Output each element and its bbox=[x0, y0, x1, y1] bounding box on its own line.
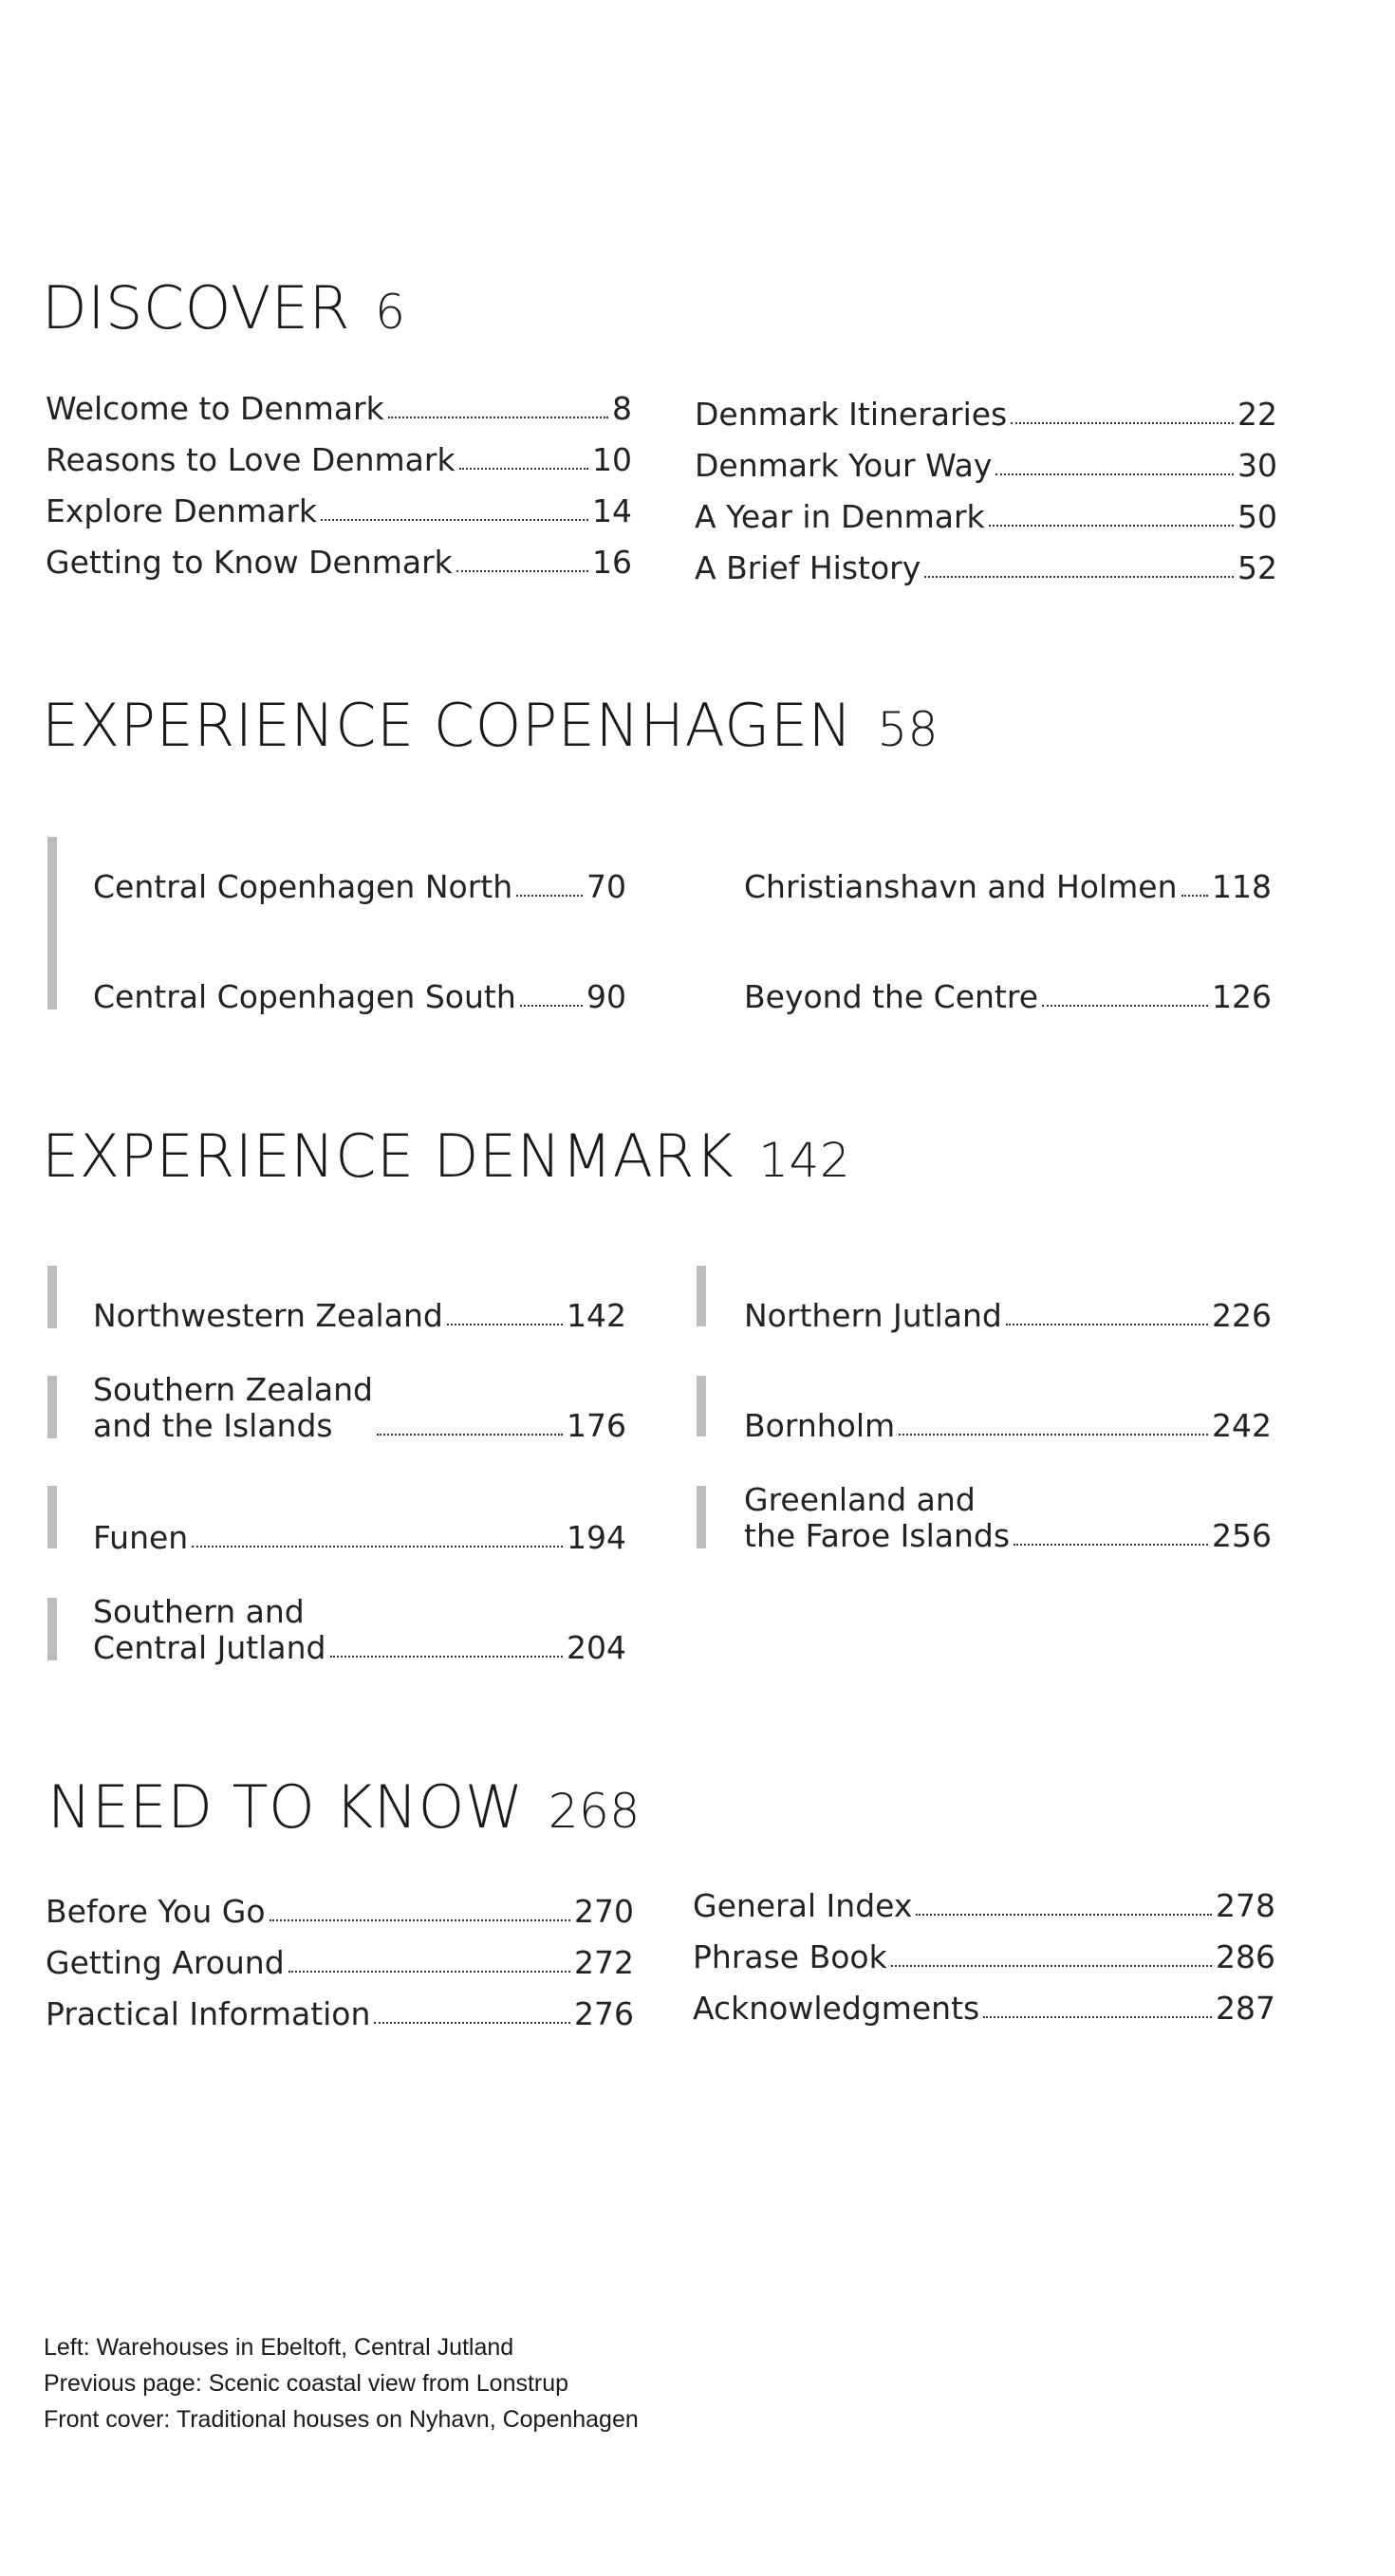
leader-dots bbox=[1014, 1544, 1208, 1546]
toc-label: A Year in Denmark bbox=[695, 498, 985, 535]
leader-dots bbox=[516, 895, 583, 897]
leader-dots bbox=[388, 417, 608, 418]
section-page: 142 bbox=[758, 1133, 851, 1188]
toc-entry[interactable] bbox=[744, 869, 1272, 905]
toc-page: 142 bbox=[567, 1297, 626, 1334]
region-color-bar bbox=[47, 1598, 57, 1660]
leader-dots bbox=[1181, 895, 1208, 897]
toc-label: Central Copenhagen North bbox=[93, 868, 513, 905]
region-color-bar bbox=[697, 1376, 706, 1436]
toc-page: 8 bbox=[612, 390, 632, 427]
region-color-bar bbox=[47, 1486, 57, 1548]
toc-label-line2: Central Jutland bbox=[93, 1629, 326, 1666]
section-page: 58 bbox=[877, 702, 939, 757]
toc-entry[interactable] bbox=[93, 869, 626, 905]
toc-page: 278 bbox=[1216, 1887, 1275, 1924]
toc-entry[interactable] bbox=[46, 1996, 634, 2032]
leader-dots bbox=[1011, 422, 1234, 424]
toc-page: 52 bbox=[1237, 549, 1277, 586]
toc-page: 50 bbox=[1237, 498, 1277, 535]
leader-dots bbox=[456, 570, 588, 572]
leader-dots bbox=[983, 2016, 1212, 2018]
toc-entry[interactable] bbox=[46, 442, 632, 478]
region-color-bar bbox=[47, 1376, 57, 1438]
toc-entry[interactable] bbox=[695, 499, 1277, 535]
toc-label: Acknowledgments bbox=[693, 1990, 980, 2027]
toc-label bbox=[744, 1482, 1010, 1554]
toc-label: Bornholm bbox=[744, 1407, 896, 1444]
toc-entry[interactable] bbox=[693, 1991, 1275, 2027]
toc-page: 118 bbox=[1212, 868, 1272, 905]
toc-page: 226 bbox=[1212, 1297, 1272, 1334]
toc-label: Northern Jutland bbox=[744, 1297, 1002, 1334]
region-color-bar bbox=[697, 1266, 706, 1326]
leader-dots bbox=[192, 1546, 563, 1547]
toc-page: 242 bbox=[1212, 1407, 1272, 1444]
section-heading-denmark bbox=[42, 1121, 850, 1191]
toc-label-line1: Southern and bbox=[93, 1593, 305, 1630]
toc-label: Central Copenhagen South bbox=[93, 978, 516, 1015]
toc-entry[interactable] bbox=[46, 1945, 634, 1981]
toc-entry[interactable] bbox=[93, 1298, 626, 1334]
toc-page: 194 bbox=[567, 1519, 626, 1556]
region-color-bar bbox=[697, 1486, 706, 1548]
toc-entry[interactable] bbox=[744, 1298, 1272, 1334]
leader-dots bbox=[899, 1434, 1208, 1436]
toc-label-line1: Greenland and bbox=[744, 1481, 976, 1518]
leader-dots bbox=[288, 1971, 570, 1973]
leader-dots bbox=[995, 473, 1234, 475]
toc-page: 14 bbox=[592, 492, 632, 529]
toc-label: Christianshavn and Holmen bbox=[744, 868, 1178, 905]
toc-page: 30 bbox=[1237, 447, 1277, 484]
leader-dots bbox=[924, 576, 1234, 578]
toc-label-line2: the Faroe Islands bbox=[744, 1517, 1011, 1554]
toc-entry[interactable] bbox=[744, 979, 1272, 1015]
toc-entry[interactable] bbox=[46, 545, 632, 581]
toc-page: 256 bbox=[1212, 1517, 1272, 1554]
toc-page: 22 bbox=[1237, 396, 1277, 433]
section-title: EXPERIENCE DENMARK bbox=[42, 1121, 735, 1191]
toc-label: Funen bbox=[93, 1519, 189, 1556]
toc-label: General Index bbox=[693, 1887, 913, 1924]
toc-entry[interactable] bbox=[744, 1408, 1272, 1444]
leader-dots bbox=[1006, 1324, 1208, 1325]
toc-label bbox=[93, 1594, 326, 1666]
toc-page: 176 bbox=[567, 1407, 626, 1444]
toc-label: Northwestern Zealand bbox=[93, 1297, 443, 1334]
toc-label: Getting Around bbox=[46, 1944, 285, 1981]
toc-label: Phrase Book bbox=[693, 1938, 887, 1975]
leader-dots bbox=[374, 2022, 570, 2024]
leader-dots bbox=[330, 1656, 564, 1658]
toc-page: 70 bbox=[586, 868, 626, 905]
section-title: NEED TO KNOW bbox=[47, 1772, 524, 1842]
toc-entry[interactable] bbox=[93, 1372, 626, 1444]
section-title: EXPERIENCE COPENHAGEN bbox=[42, 691, 853, 760]
toc-label-line1: Southern Zealand bbox=[93, 1371, 373, 1408]
toc-page: 272 bbox=[574, 1944, 634, 1981]
leader-dots bbox=[321, 519, 588, 521]
toc-page: 16 bbox=[592, 544, 632, 581]
toc-page: 276 bbox=[574, 1995, 634, 2032]
leader-dots bbox=[989, 525, 1234, 527]
toc-entry[interactable] bbox=[695, 448, 1277, 484]
leader-dots bbox=[916, 1914, 1212, 1916]
toc-entry[interactable] bbox=[46, 391, 632, 427]
caption-line: Left: Warehouses in Ebeltoft, Central Jutland bbox=[44, 2334, 514, 2361]
toc-entry[interactable] bbox=[693, 1888, 1275, 1924]
leader-dots bbox=[377, 1434, 563, 1436]
toc-label: Practical Information bbox=[46, 1995, 371, 2032]
toc-page: 270 bbox=[574, 1893, 634, 1930]
toc-label bbox=[93, 1372, 373, 1444]
toc-entry[interactable] bbox=[695, 397, 1277, 433]
toc-entry[interactable] bbox=[744, 1482, 1272, 1554]
caption-line: Front cover: Traditional houses on Nyhavn, Copenhagen bbox=[44, 2406, 639, 2433]
toc-label: Reasons to Love Denmark bbox=[46, 441, 456, 478]
toc-page: 286 bbox=[1216, 1938, 1275, 1975]
leader-dots bbox=[459, 468, 588, 470]
section-title: DISCOVER bbox=[42, 273, 351, 343]
toc-label: Getting to Know Denmark bbox=[46, 544, 453, 581]
toc-entry[interactable] bbox=[93, 1594, 626, 1666]
photo-captions bbox=[44, 2329, 639, 2437]
region-color-bar bbox=[47, 1266, 57, 1328]
section-page: 6 bbox=[375, 285, 406, 340]
leader-dots bbox=[891, 1965, 1212, 1967]
leader-dots bbox=[270, 1919, 570, 1921]
toc-entry[interactable] bbox=[46, 1894, 634, 1930]
leader-dots bbox=[447, 1324, 563, 1325]
toc-page: 287 bbox=[1216, 1990, 1275, 2027]
section-heading-need-to-know bbox=[47, 1772, 641, 1842]
toc-label: Denmark Itineraries bbox=[695, 396, 1008, 433]
toc-entry[interactable] bbox=[695, 550, 1277, 586]
leader-dots bbox=[1042, 1005, 1208, 1007]
caption-line: Previous page: Scenic coastal view from Lonstrup bbox=[44, 2370, 569, 2397]
toc-entry[interactable] bbox=[693, 1939, 1275, 1975]
toc-page: 204 bbox=[567, 1629, 626, 1666]
toc-label: Before You Go bbox=[46, 1893, 266, 1930]
toc-entry[interactable] bbox=[93, 979, 626, 1015]
leader-dots bbox=[520, 1005, 583, 1007]
region-color-bar bbox=[47, 837, 57, 1010]
toc-label: A Brief History bbox=[695, 549, 921, 586]
toc-label: Beyond the Centre bbox=[744, 978, 1039, 1015]
toc-page: 126 bbox=[1212, 978, 1272, 1015]
section-page: 268 bbox=[548, 1784, 641, 1839]
toc-label: Denmark Your Way bbox=[695, 447, 993, 484]
toc-page: 10 bbox=[592, 441, 632, 478]
section-heading-copenhagen bbox=[42, 691, 939, 760]
section-heading-discover bbox=[42, 273, 405, 343]
toc-label: Welcome to Denmark bbox=[46, 390, 384, 427]
toc-page: 90 bbox=[586, 978, 626, 1015]
toc-label: Explore Denmark bbox=[46, 492, 317, 529]
toc-entry[interactable] bbox=[93, 1520, 626, 1556]
toc-entry[interactable] bbox=[46, 493, 632, 529]
toc-label-line2: and the Islands bbox=[93, 1407, 333, 1444]
